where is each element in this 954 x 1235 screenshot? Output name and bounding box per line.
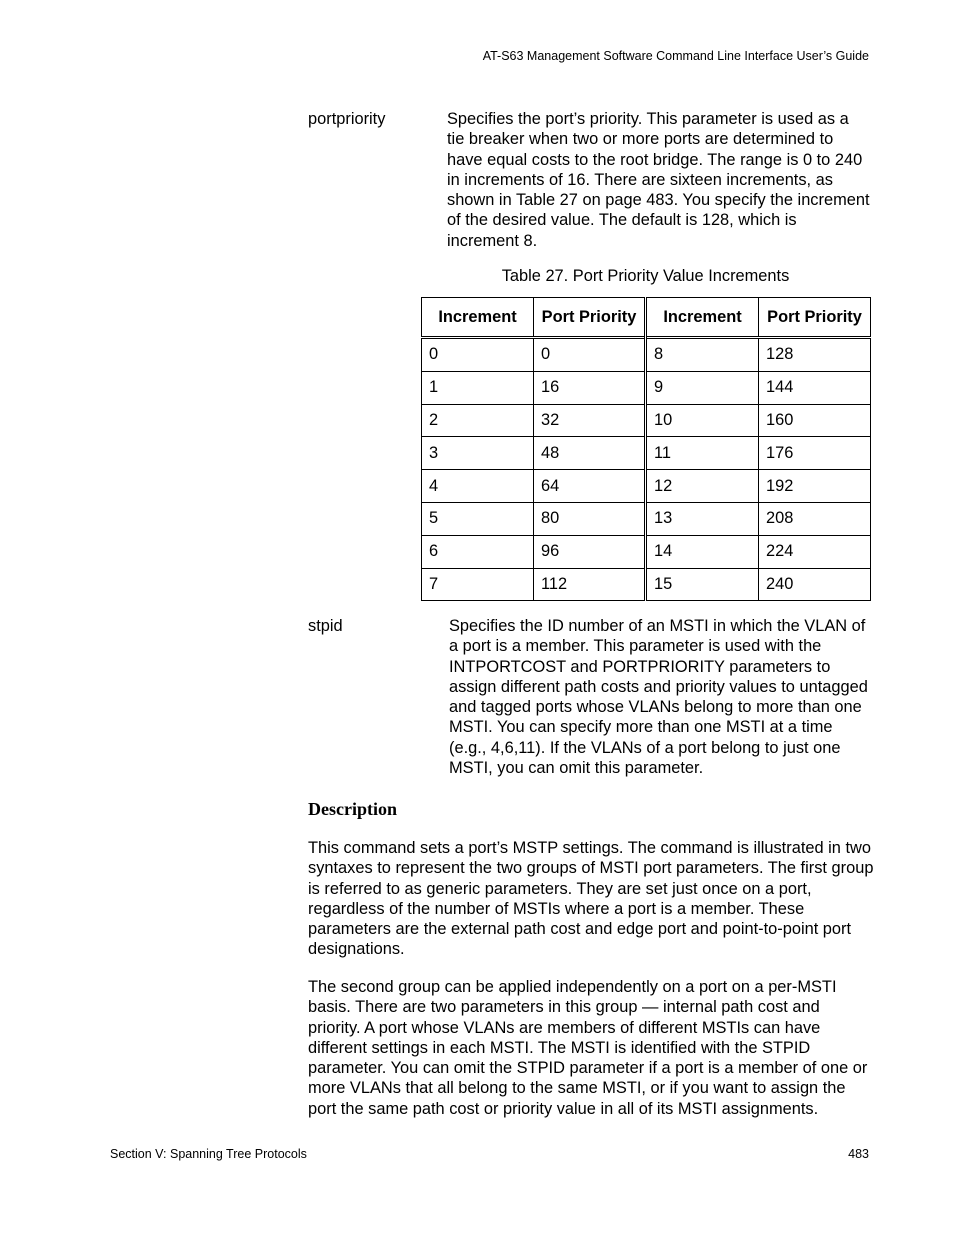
page-number: 483 xyxy=(848,1147,869,1161)
table-cell: 208 xyxy=(759,502,871,535)
table-row xyxy=(422,338,871,372)
running-header: AT-S63 Management Software Command Line Interface User’s Guide xyxy=(482,49,869,63)
table-cell: 15 xyxy=(646,568,759,601)
body-paragraph: The second group can be applied independently on a port on a per-MSTI basis. There are two parameters in this group — internal path cost and priority. A port whose VLANs are members of different MSTIs can have different settings in each MSTI. The MSTI is identified with the STPID parameter. You can omit the STPID parameter if a port is a member of one or more VLANs that all belong to the same MSTI, or if you want to assign the port the same path cost or priority value in all of its MSTI assignments. xyxy=(308,978,868,1118)
param-term: portpriority xyxy=(308,110,386,128)
table-cell: 8 xyxy=(646,338,759,372)
table-cell: 5 xyxy=(422,502,534,535)
table-cell: 80 xyxy=(534,502,646,535)
table-cell: 11 xyxy=(646,437,759,470)
table-cell: 48 xyxy=(534,437,646,470)
table-cell: 1 xyxy=(422,371,534,404)
table-cell: 128 xyxy=(759,338,871,372)
table-cell: 2 xyxy=(422,404,534,437)
table-cell: 12 xyxy=(646,470,759,503)
table-cell: 16 xyxy=(534,371,646,404)
table-cell: 10 xyxy=(646,404,759,437)
body-paragraph: This command sets a port’s MSTP settings. The command is illustrated in two syntaxes to represent the two groups of MSTI port parameters. The first group is referred to as generic parameters. They are set just once on a port, regardless of the number of MSTIs where a port is a member. These parameters are the external path cost and edge port and point-to-point port designations. xyxy=(308,839,874,959)
table-cell: 176 xyxy=(759,437,871,470)
footer-section: Section V: Spanning Tree Protocols xyxy=(110,1147,307,1161)
section-heading: Description xyxy=(308,799,397,819)
table-cell: 96 xyxy=(534,535,646,568)
table-cell: 6 xyxy=(422,535,534,568)
table-cell: 32 xyxy=(534,404,646,437)
table-cell: 160 xyxy=(759,404,871,437)
table-row xyxy=(422,568,871,601)
table-row xyxy=(422,371,871,404)
table-cell: 13 xyxy=(646,502,759,535)
table-cell: 14 xyxy=(646,535,759,568)
table-cell: 144 xyxy=(759,371,871,404)
port-priority-table xyxy=(421,297,871,601)
table-row xyxy=(422,502,871,535)
table-cell: 192 xyxy=(759,470,871,503)
table-row xyxy=(422,535,871,568)
table-row xyxy=(422,404,871,437)
table-caption: Table 27. Port Priority Value Increments xyxy=(501,267,790,285)
table-row xyxy=(422,437,871,470)
column-header: Increment xyxy=(646,298,759,338)
table-header-row xyxy=(422,298,871,338)
table-cell: 224 xyxy=(759,535,871,568)
param-description: Specifies the port’s priority. This parameter is used as a tie breaker when two or more ports are determined to have equal costs to the root bridge. The range is 0 to 240 in increments of 16. There are sixteen increments, as shown in Table 27 on page 483. You specify the increment of the desired value. The default is 128, which is increment 8. xyxy=(447,110,870,250)
table-cell: 0 xyxy=(422,338,534,372)
param-term: stpid xyxy=(308,617,343,635)
table-cell: 7 xyxy=(422,568,534,601)
column-header: Port Priority xyxy=(534,298,646,338)
table-cell: 0 xyxy=(534,338,646,372)
table-cell: 4 xyxy=(422,470,534,503)
column-header: Port Priority xyxy=(759,298,871,338)
table-row xyxy=(422,470,871,503)
table-cell: 9 xyxy=(646,371,759,404)
param-description: Specifies the ID number of an MSTI in which the VLAN of a port is a member. This parameter is used with the INTPORTCOST and PORTPRIORITY parameters to assign different path costs and priority values to untagged and tagged ports whose VLANs belong to more than one MSTI. You can specify more than one MSTI at a time (e.g., 4,6,11). If the VLANs of a port belong to just one MSTI, you can omit this parameter. xyxy=(449,617,868,778)
table-cell: 112 xyxy=(534,568,646,601)
table-cell: 240 xyxy=(759,568,871,601)
column-header: Increment xyxy=(422,298,534,338)
table-cell: 3 xyxy=(422,437,534,470)
table-cell: 64 xyxy=(534,470,646,503)
